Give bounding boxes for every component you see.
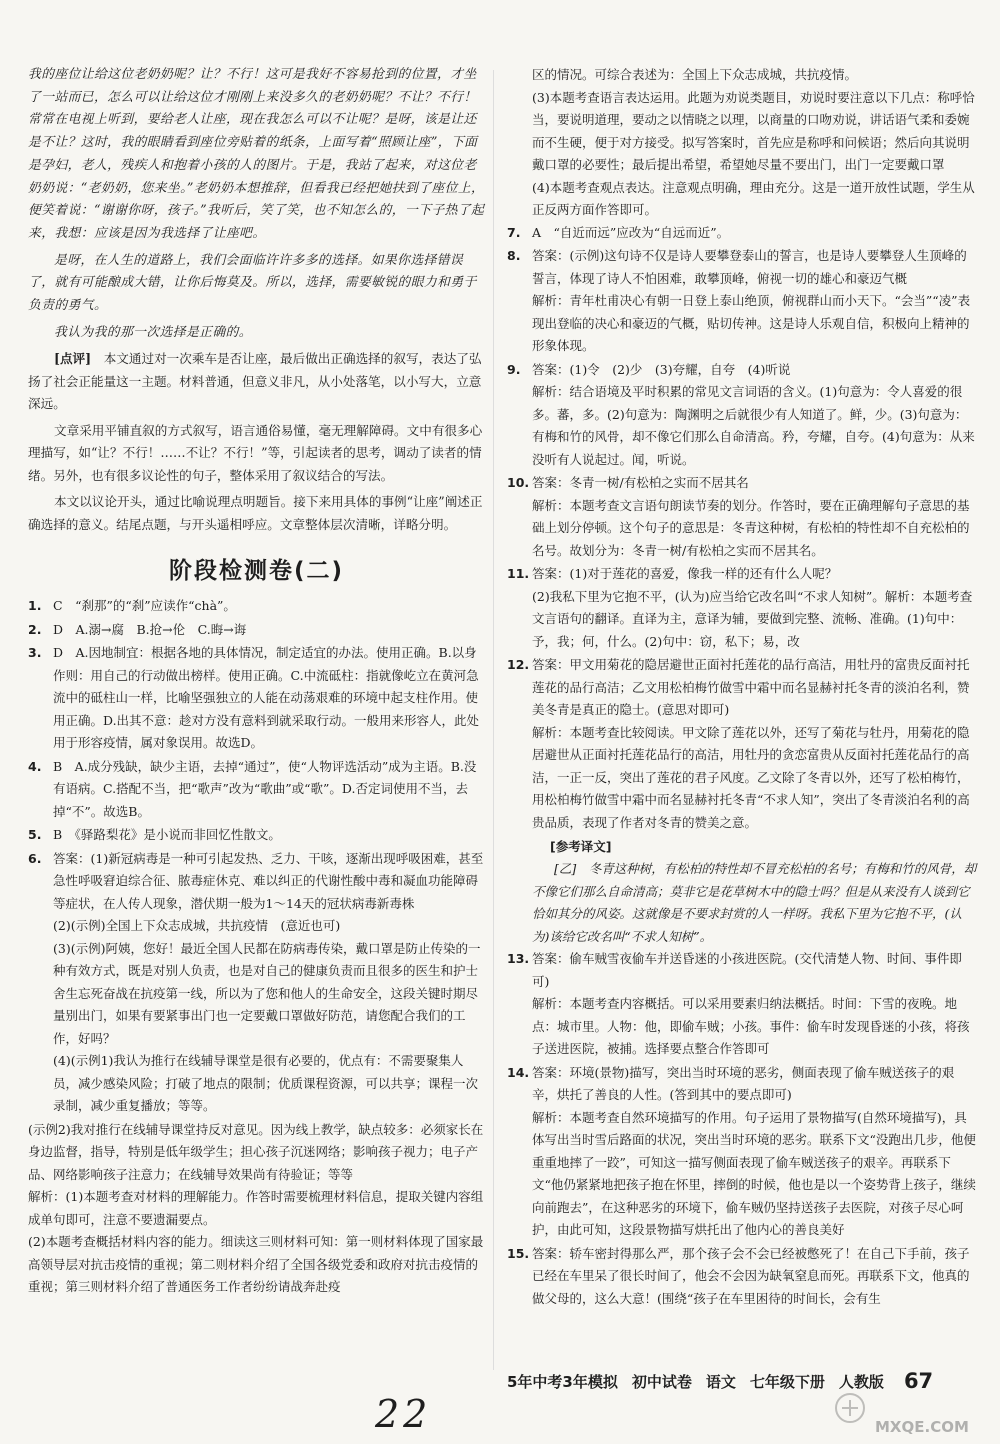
item-text: (示例2)我对推行在线辅导课堂持反对意见。因为线上教学，缺点较多：必须家长在身边监督，指导，特别是低年级学生；担心孩子沉迷网络；影响孩子视力；电子产品、网络影响孩子注意力；在线辅导效果尚有待验证；等等 — [28, 1121, 484, 1182]
answer-item — [507, 472, 977, 562]
item-text: (3)本题考查语言表达运用。此题为劝说类题目，劝说时要注意以下几点：称呼恰当，要说明道理，要动之以情晓之以理，以商量的口吻劝说，讲话语气柔和委婉而不生硬，便于对方接受。拟写答案时，首先应是称呼和问候语；然后向其说明戴口罩的必要性；最后提出希望，希望她尽量不要出门，出门一定要戴口罩 — [532, 89, 975, 172]
item-number: 10. — [507, 475, 530, 490]
item-text: D A.溺→腐 B.抢→伦 C.晦→诲 — [53, 621, 247, 637]
answer-item — [28, 756, 485, 824]
item-analysis: (2)我私下里为它抱不平，(认为)应当给它改名叫“不求人知树”。解析：本题考查文言语句的翻译。直译为主，意译为辅，要做到完整、流畅、准确。(1)句中：予，我；何，什么。(2)句中：窃，私下；易，改 — [532, 588, 973, 649]
item-text: 答案：(1)令 (2)少 (3)夸耀，自夸 (4)听说 — [532, 361, 791, 377]
item-number: 13. — [507, 951, 530, 966]
comment-paragraph: 本文以议论开头，通过比喻说理点明题旨。接下来用具体的事例“让座”阐述正确选择的意义。结尾点题，与开头遥相呼应。文章整体层次清晰，详略分明。 — [28, 494, 483, 532]
item-text: 答案：(1)对于莲花的喜爱，像我一样的还有什么人呢？ — [532, 566, 838, 581]
essay-paragraph: 我认为我的那一次选择是正确的。 — [54, 324, 252, 340]
answer-item — [507, 1243, 977, 1311]
item-text: (2)(示例)全国上下众志成城，共抗疫情 (意近也可) — [53, 918, 341, 934]
watermark-logo — [820, 1388, 990, 1438]
item-text: B A.成分残缺，缺少主语，去掉“通过”，使“人物评选活动”成为主语。B.没有语病。C.搭配不当，把“歌声”改为“歌曲”或“歌”。D.否定词使用不当，去掉“不”。故选B。 — [53, 758, 477, 819]
answer-item — [507, 654, 977, 834]
handwritten-number: 22 — [375, 1392, 432, 1436]
answer-item — [28, 619, 485, 642]
answer-item-6-tail — [507, 64, 977, 222]
item-analysis: 解析：本题考查内容概括。可以采用要素归纳法概括。时间：下雪的夜晚。地点：城市里。人物：他，即偷车贼；小孩。事件：偷车时发现昏迷的小孩，将孩子送进医院，被捕。选择要点整合作答即可 — [532, 996, 970, 1056]
item-text: A “自近而远”应改为“自远而近”。 — [532, 224, 730, 240]
item-text: (4)(示例1)我认为推行在线辅导课堂是很有必要的，优点有：不需要聚集人员，减少感染风险；打破了地点的限制；优质课程资源，可以共享；课程一次录制，减少重复播放；等等。 — [53, 1053, 479, 1114]
essay-excerpt — [28, 64, 485, 344]
item-analysis: 解析：青年杜甫决心有朝一日登上泰山绝顶，俯视群山而小天下。“会当”“凌”表现出登临的决心和豪迈的气概，贴切传神。这是诗人乐观自信，积极向上精神的形象体现。 — [532, 293, 971, 353]
item-text: 答案：甲文用菊花的隐居避世正面衬托莲花的品行高洁，用牡丹的富贵反面衬托莲花的品行高洁；乙文用松柏梅竹做雪中霜中而名显赫衬托冬青的淡泊名利，赞美冬青是真正的隐士。(意思对即可) — [532, 657, 970, 717]
item-number: 7. — [507, 224, 521, 240]
item-number: 11. — [507, 566, 530, 581]
item-number: 5. — [28, 827, 42, 843]
answer-item — [507, 245, 977, 358]
watermark-cross-icon — [842, 1400, 858, 1416]
item-text: 区的情况。可综合表述为：全国上下众志成城，共抗疫情。 — [532, 67, 858, 82]
item-number: 12. — [507, 657, 530, 672]
footer-subject: 语文 — [705, 1372, 736, 1391]
item-text: 答案：轿车密封得那么严，那个孩子会不会已经被憋死了！在自己下手前，孩子已经在车里呆了很长时间了，他会不会因为缺氧窒息而死。再联系下文，他真的做父母的，这么大意！(围绕“孩子在车里困待的时间长，会有生 — [532, 1245, 970, 1306]
item-number: 1. — [28, 598, 42, 614]
comment-label: [点评] — [54, 351, 92, 367]
item-text: (4)本题考查观点表达。注意观点明确，理由充分。这是一道开放性试题，学生从正反两方面作答即可。 — [532, 179, 975, 217]
footer-series: 5年中考3年模拟 — [507, 1372, 618, 1391]
comment-block — [28, 348, 485, 536]
item-analysis: 解析：本题考查文言语句朗读节奏的划分。作答时，要在正确理解句子意思的基础上划分停顿。这个句子的意思是：冬青这种树，有松柏的特性却不自充松柏的名号。故划分为：冬青一树/有松柏之实而不居其名。 — [532, 497, 970, 558]
watermark-text: MXQE.COM — [875, 1418, 969, 1436]
item-text: 答案：(1)新冠病毒是一种可引起发热、乏力、干咳，逐渐出现呼吸困难，甚至急性呼吸窘迫综合征、脓毒症休克、难以纠正的代谢性酸中毒和凝血功能障碍等症状，在人传人现象，潜伏期一般为1～14天的冠状病毒新毒株 — [53, 850, 484, 911]
comment-text: 本文通过对一次乘车是否让座，最后做出正确选择的叙写，表达了弘扬了社会正能量这一主题。材料普通，但意义非凡，从小处落笔，以小写大，立意深远。 — [28, 351, 482, 412]
item-number: 15. — [507, 1245, 530, 1261]
item-text: C “刹那”的“刹”应读作“chà”。 — [53, 598, 236, 614]
item-analysis: 解析：本题考查自然环境描写的作用。句子运用了景物描写(自然环境描写)，具体写出当时雪后路面的状况，突出当时环境的恶劣。联系下文“没跑出几步，他便重重地摔了一跤”，可知这一描写侧面表现了偷车贼送孩子的艰辛。再联系下文“他仍紧紧地把孩子抱在怀里，摔倒的时候，他也是以一个姿势背上孩子，继续向前跑去”，在这种恶劣的环境下，偷车贼仍坚持送孩子去医院，对孩子尽心呵护，由此可知，这段景物描写烘托出了他内心的善良美好 — [532, 1109, 976, 1237]
answer-item — [507, 359, 977, 472]
item-number: 8. — [507, 248, 521, 263]
item-number: 3. — [28, 645, 42, 661]
left-column — [28, 64, 485, 1299]
footer-book: 初中试卷 — [631, 1372, 692, 1391]
item-text: B 《驿路梨花》是小说而非回忆性散文。 — [53, 827, 281, 843]
section-title: 阶段检测卷(二) — [168, 558, 345, 585]
answer-item — [507, 222, 977, 245]
answer-item — [28, 595, 485, 618]
item-number: 6. — [28, 850, 42, 866]
item-text: 答案：偷车贼雪夜偷车并送昏迷的小孩进医院。(交代清楚人物、时间、事件即可) — [532, 951, 962, 989]
answer-item — [507, 563, 977, 653]
item-analysis: 解析：本题考查比较阅读。甲文除了莲花以外，还写了菊花与牡丹，用菊花的隐居避世从正面衬托莲花品行的高洁，用牡丹的贪恋富贵从反面衬托莲花品行的高洁，一正一反，突出了莲花的君子风度。乙文除了冬青以外，还写了松柏梅竹，用松柏梅竹做雪中霜中而名显赫衬托冬青“不求人知”，突出了冬青淡泊名利的高贵品质，表现了作者对冬青的赞美之意。 — [532, 724, 970, 830]
item-text: 解析：(1)本题考查对材料的理解能力。作答时需要梳理材料信息，提取关键内容组成单句即可，注意不要遗漏要点。 — [28, 1189, 484, 1227]
translation-text: [乙] 冬青这种树，有松柏的特性却不冒充松柏的名号；有梅和竹的风骨，却不像它们那么自命清高；莫非它是花草树木中的隐士吗？但是从来没有人谈到它恰如其分的风姿。这就像是不要求封赏的人一样呀。我私下里为它抱不平，(认为)该给它改名叫“不求人知树”。 — [532, 861, 977, 944]
item-number: 2. — [28, 621, 42, 637]
essay-paragraph: 是呀，在人生的道路上，我们会面临许许多多的选择。如果你选择错误了，就有可能酿成大错，让你后悔莫及。所以，选择，需要敏锐的眼力和勇于负责的勇气。 — [28, 252, 477, 314]
item-number: 9. — [507, 361, 521, 377]
item-number: 4. — [28, 758, 42, 774]
translation-heading: [参考译文] — [550, 839, 612, 854]
answer-item — [28, 824, 485, 847]
answer-item — [28, 642, 485, 755]
footer-grade: 七年级下册 — [749, 1372, 825, 1391]
page-number: 67 — [903, 1369, 934, 1393]
comment-paragraph — [28, 348, 485, 416]
item-text: 答案：冬青一树/有松柏之实而不居其名 — [532, 475, 749, 490]
essay-paragraph: 我的座位让给这位老奶奶呢？让？不行！这可是我好不容易抢到的位置，才坐了一站而已，怎么可以让给这位才刚刚上来没多久的老奶奶呢？不让？不行！常常在电视上听到，要给老人让座，现在我怎么可以不让呢？是呀，该是让还是不让？这时，我的眼睛看到座位旁贴着的纸条，上面写着“照顾让座”，下面是孕妇，老人，残疾人和抱着小孩的人的图片。于是，我站了起来，对这位老奶奶说：“老奶奶，您来坐。”老奶奶本想推辞，但看我已经把她扶到了座位上，便笑着说：“谢谢你呀，孩子。”我听后，笑了笑，也不知怎么的，一下子热了起来，我想：应该是因为我选择了让座吧。 — [28, 67, 485, 241]
answer-item-6 — [28, 848, 485, 1118]
answer-item — [507, 948, 977, 1061]
item-text: 答案：(示例)这句诗不仅是诗人要攀登泰山的誓言，也是诗人要攀登人生顶峰的誓言，体现了诗人不怕困难，敢攀顶峰，俯视一切的雄心和豪迈气概 — [532, 248, 967, 286]
item-analysis: 解析：结合语境及平时积累的常见文言词语的含义。(1)句意为：令人喜爱的很多。蕃，多。(2)句意为：陶渊明之后就很少有人知道了。鲜，少。(3)句意为：有梅和竹的风骨，却不像它们那么自命清高。矜，夸耀，自夸。(4)句意为：从来没听有人说起过。闻，听说。 — [532, 384, 975, 467]
column-divider — [493, 70, 494, 1370]
answer-item-6-continued — [28, 1119, 485, 1299]
item-text: (3)(示例)阿姨，您好！最近全国人民都在防病毒传染，戴口罩是防止传染的一种有效方式，既是对别人负责，也是对自己的健康负责而且很多的医生和护士舍生忘死奋战在抗疫第一线，所以为了您和他人的生命安全，这段关键时期尽量别出门，如果有要紧事出门也一定要戴口罩做好防范，请您配合我们的工作，好吗？ — [53, 940, 481, 1046]
item-number: 14. — [507, 1064, 530, 1080]
right-column — [507, 64, 977, 1311]
footer-edition: 人教版 — [838, 1372, 884, 1391]
item-text: (2)本题考查概括材料内容的能力。细读这三则材料可知：第一则材料体现了国家最高领导层对抗击疫情的重视；第二则材料介绍了全国各级党委和政府对抗击疫情的重视；第三则材料介绍了普通医务工作者纷纷请战奔赴疫 — [28, 1234, 484, 1295]
item-text: 答案：环境(景物)描写，突出当时环境的恶劣，侧面表现了偷车贼送孩子的艰辛，烘托了善良的人性。(答到其中的要点即可) — [532, 1064, 955, 1102]
reference-translation — [507, 835, 977, 948]
item-text: D A.因地制宜：根据各地的具体情况，制定适宜的办法。使用正确。B.以身作则：用自己的行动做出榜样。使用正确。C.中流砥柱：指就像屹立在黄河急流中的砥柱山一样，比喻坚强独立的人能在动荡艰难的环境中起支柱作用。使用正确。D.出其不意：趁对方没有意料到就采取行动。一般用来形容人，此处用于形容疫情，属对象误用。故选D。 — [53, 645, 480, 751]
answer-item — [507, 1062, 977, 1242]
comment-paragraph: 文章采用平铺直叙的方式叙写，语言通俗易懂，毫无理解障碍。文中有很多心理描写，如“让？不行！……不让？不行！”等，引起读者的思考，调动了读者的情绪。另外，也有很多议论性的句子，整体采用了叙议结合的写法。 — [28, 422, 483, 483]
